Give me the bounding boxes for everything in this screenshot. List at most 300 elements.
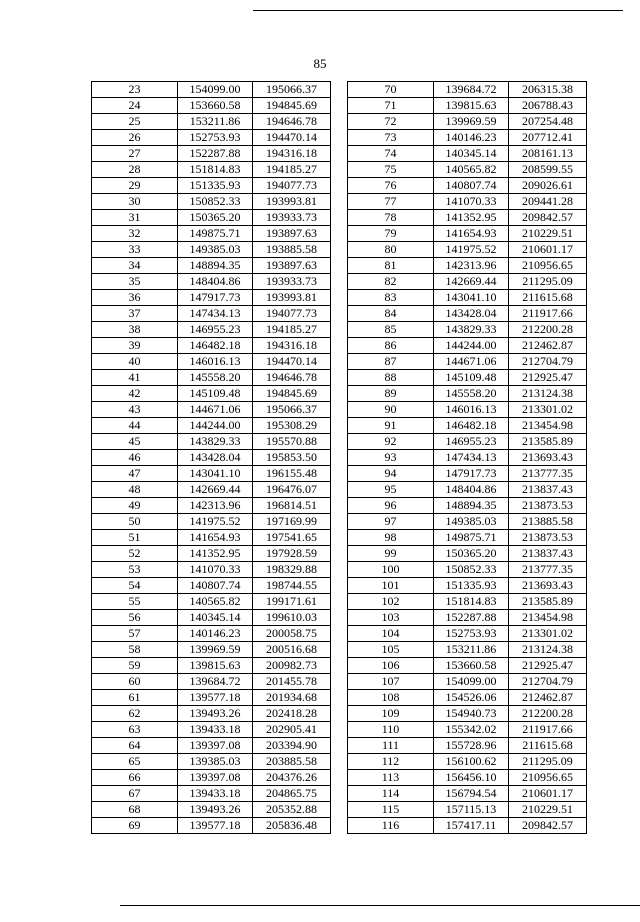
x-coordinate-cell: 154940.73 bbox=[434, 706, 509, 722]
x-coordinate-cell: 141070.33 bbox=[434, 194, 509, 210]
table-row bbox=[92, 370, 331, 386]
y-coordinate-cell: 211615.68 bbox=[509, 290, 587, 306]
table-row bbox=[348, 546, 587, 562]
point-number-cell: 93 bbox=[348, 450, 434, 466]
x-coordinate-cell: 143041.10 bbox=[434, 290, 509, 306]
y-coordinate-cell: 205352.88 bbox=[253, 802, 331, 818]
point-number-cell: 87 bbox=[348, 354, 434, 370]
table-row bbox=[348, 754, 587, 770]
point-number-cell: 47 bbox=[92, 466, 178, 482]
x-coordinate-cell: 139815.63 bbox=[178, 658, 253, 674]
point-number-cell: 32 bbox=[92, 226, 178, 242]
y-coordinate-cell: 213777.35 bbox=[509, 562, 587, 578]
point-number-cell: 104 bbox=[348, 626, 434, 642]
table-row bbox=[348, 290, 587, 306]
y-coordinate-cell: 197169.99 bbox=[253, 514, 331, 530]
table-row bbox=[92, 546, 331, 562]
y-coordinate-cell: 209026.61 bbox=[509, 178, 587, 194]
table-row bbox=[348, 354, 587, 370]
point-number-cell: 34 bbox=[92, 258, 178, 274]
y-coordinate-cell: 194077.73 bbox=[253, 306, 331, 322]
x-coordinate-cell: 147434.13 bbox=[178, 306, 253, 322]
table-row bbox=[348, 738, 587, 754]
point-number-cell: 84 bbox=[348, 306, 434, 322]
x-coordinate-cell: 143428.04 bbox=[434, 306, 509, 322]
point-number-cell: 57 bbox=[92, 626, 178, 642]
point-number-cell: 48 bbox=[92, 482, 178, 498]
x-coordinate-cell: 151814.83 bbox=[434, 594, 509, 610]
table-row bbox=[348, 226, 587, 242]
point-number-cell: 100 bbox=[348, 562, 434, 578]
y-coordinate-cell: 212200.28 bbox=[509, 706, 587, 722]
x-coordinate-cell: 141654.93 bbox=[178, 530, 253, 546]
y-coordinate-cell: 202905.41 bbox=[253, 722, 331, 738]
y-coordinate-cell: 201455.78 bbox=[253, 674, 331, 690]
x-coordinate-cell: 148404.86 bbox=[178, 274, 253, 290]
y-coordinate-cell: 211295.09 bbox=[509, 754, 587, 770]
x-coordinate-cell: 146955.23 bbox=[434, 434, 509, 450]
table-row bbox=[92, 194, 331, 210]
x-coordinate-cell: 139577.18 bbox=[178, 818, 253, 834]
y-coordinate-cell: 193933.73 bbox=[253, 210, 331, 226]
x-coordinate-cell: 141975.52 bbox=[178, 514, 253, 530]
point-number-cell: 49 bbox=[92, 498, 178, 514]
x-coordinate-cell: 154526.06 bbox=[434, 690, 509, 706]
y-coordinate-cell: 213124.38 bbox=[509, 386, 587, 402]
point-number-cell: 71 bbox=[348, 98, 434, 114]
table-row bbox=[92, 242, 331, 258]
x-coordinate-cell: 153660.58 bbox=[178, 98, 253, 114]
table-row bbox=[92, 690, 331, 706]
y-coordinate-cell: 204865.75 bbox=[253, 786, 331, 802]
x-coordinate-cell: 145558.20 bbox=[434, 386, 509, 402]
table-row bbox=[348, 690, 587, 706]
point-number-cell: 82 bbox=[348, 274, 434, 290]
y-coordinate-cell: 211917.66 bbox=[509, 722, 587, 738]
y-coordinate-cell: 193897.63 bbox=[253, 226, 331, 242]
point-number-cell: 43 bbox=[92, 402, 178, 418]
point-number-cell: 103 bbox=[348, 610, 434, 626]
coordinates-table-right bbox=[347, 81, 587, 834]
table-row bbox=[348, 178, 587, 194]
y-coordinate-cell: 194185.27 bbox=[253, 162, 331, 178]
y-coordinate-cell: 193885.58 bbox=[253, 242, 331, 258]
x-coordinate-cell: 139397.08 bbox=[178, 738, 253, 754]
table-row bbox=[92, 498, 331, 514]
table-row bbox=[348, 386, 587, 402]
x-coordinate-cell: 139815.63 bbox=[434, 98, 509, 114]
x-coordinate-cell: 144244.00 bbox=[178, 418, 253, 434]
point-number-cell: 40 bbox=[92, 354, 178, 370]
x-coordinate-cell: 139493.26 bbox=[178, 706, 253, 722]
point-number-cell: 54 bbox=[92, 578, 178, 594]
table-row bbox=[348, 194, 587, 210]
point-number-cell: 92 bbox=[348, 434, 434, 450]
point-number-cell: 91 bbox=[348, 418, 434, 434]
x-coordinate-cell: 139397.08 bbox=[178, 770, 253, 786]
x-coordinate-cell: 148894.35 bbox=[434, 498, 509, 514]
point-number-cell: 46 bbox=[92, 450, 178, 466]
y-coordinate-cell: 213873.53 bbox=[509, 498, 587, 514]
point-number-cell: 112 bbox=[348, 754, 434, 770]
y-coordinate-cell: 193993.81 bbox=[253, 194, 331, 210]
y-coordinate-cell: 211295.09 bbox=[509, 274, 587, 290]
y-coordinate-cell: 213693.43 bbox=[509, 450, 587, 466]
point-number-cell: 56 bbox=[92, 610, 178, 626]
table-row bbox=[92, 338, 331, 354]
point-number-cell: 55 bbox=[92, 594, 178, 610]
y-coordinate-cell: 194077.73 bbox=[253, 178, 331, 194]
x-coordinate-cell: 146016.13 bbox=[434, 402, 509, 418]
y-coordinate-cell: 212462.87 bbox=[509, 690, 587, 706]
point-number-cell: 68 bbox=[92, 802, 178, 818]
y-coordinate-cell: 202418.28 bbox=[253, 706, 331, 722]
y-coordinate-cell: 201934.68 bbox=[253, 690, 331, 706]
point-number-cell: 116 bbox=[348, 818, 434, 834]
x-coordinate-cell: 147917.73 bbox=[434, 466, 509, 482]
y-coordinate-cell: 210229.51 bbox=[509, 802, 587, 818]
table-row bbox=[348, 370, 587, 386]
point-number-cell: 97 bbox=[348, 514, 434, 530]
table-row bbox=[348, 578, 587, 594]
x-coordinate-cell: 145558.20 bbox=[178, 370, 253, 386]
y-coordinate-cell: 194845.69 bbox=[253, 386, 331, 402]
y-coordinate-cell: 194646.78 bbox=[253, 114, 331, 130]
y-coordinate-cell: 196155.48 bbox=[253, 466, 331, 482]
y-coordinate-cell: 195066.37 bbox=[253, 402, 331, 418]
x-coordinate-cell: 152753.93 bbox=[434, 626, 509, 642]
table-row bbox=[348, 514, 587, 530]
table-row bbox=[92, 130, 331, 146]
y-coordinate-cell: 193897.63 bbox=[253, 258, 331, 274]
y-coordinate-cell: 212704.79 bbox=[509, 354, 587, 370]
y-coordinate-cell: 209441.28 bbox=[509, 194, 587, 210]
x-coordinate-cell: 149875.71 bbox=[434, 530, 509, 546]
table-row bbox=[348, 210, 587, 226]
y-coordinate-cell: 200516.68 bbox=[253, 642, 331, 658]
y-coordinate-cell: 213885.58 bbox=[509, 514, 587, 530]
table-row bbox=[92, 402, 331, 418]
point-number-cell: 36 bbox=[92, 290, 178, 306]
point-number-cell: 42 bbox=[92, 386, 178, 402]
y-coordinate-cell: 196814.51 bbox=[253, 498, 331, 514]
x-coordinate-cell: 151814.83 bbox=[178, 162, 253, 178]
table-row bbox=[348, 594, 587, 610]
y-coordinate-cell: 206788.43 bbox=[509, 98, 587, 114]
table-row bbox=[92, 738, 331, 754]
y-coordinate-cell: 213693.43 bbox=[509, 578, 587, 594]
table-row bbox=[92, 354, 331, 370]
x-coordinate-cell: 154099.00 bbox=[178, 82, 253, 98]
x-coordinate-cell: 143041.10 bbox=[178, 466, 253, 482]
table-row bbox=[92, 754, 331, 770]
table-row bbox=[348, 722, 587, 738]
y-coordinate-cell: 196476.07 bbox=[253, 482, 331, 498]
point-number-cell: 28 bbox=[92, 162, 178, 178]
x-coordinate-cell: 140807.74 bbox=[178, 578, 253, 594]
x-coordinate-cell: 146016.13 bbox=[178, 354, 253, 370]
point-number-cell: 63 bbox=[92, 722, 178, 738]
y-coordinate-cell: 213585.89 bbox=[509, 434, 587, 450]
point-number-cell: 108 bbox=[348, 690, 434, 706]
table-row bbox=[348, 818, 587, 834]
y-coordinate-cell: 209842.57 bbox=[509, 210, 587, 226]
y-coordinate-cell: 213837.43 bbox=[509, 546, 587, 562]
point-number-cell: 98 bbox=[348, 530, 434, 546]
point-number-cell: 64 bbox=[92, 738, 178, 754]
table-row bbox=[92, 658, 331, 674]
y-coordinate-cell: 213454.98 bbox=[509, 418, 587, 434]
x-coordinate-cell: 139433.18 bbox=[178, 786, 253, 802]
x-coordinate-cell: 140565.82 bbox=[434, 162, 509, 178]
x-coordinate-cell: 157115.13 bbox=[434, 802, 509, 818]
x-coordinate-cell: 141975.52 bbox=[434, 242, 509, 258]
point-number-cell: 51 bbox=[92, 530, 178, 546]
y-coordinate-cell: 194316.18 bbox=[253, 146, 331, 162]
x-coordinate-cell: 141352.95 bbox=[178, 546, 253, 562]
table-row bbox=[348, 786, 587, 802]
table-row bbox=[348, 658, 587, 674]
point-number-cell: 94 bbox=[348, 466, 434, 482]
x-coordinate-cell: 141654.93 bbox=[434, 226, 509, 242]
table-row bbox=[92, 674, 331, 690]
table-row bbox=[92, 114, 331, 130]
x-coordinate-cell: 149385.03 bbox=[178, 242, 253, 258]
point-number-cell: 70 bbox=[348, 82, 434, 98]
point-number-cell: 105 bbox=[348, 642, 434, 658]
y-coordinate-cell: 195853.50 bbox=[253, 450, 331, 466]
y-coordinate-cell: 210956.65 bbox=[509, 258, 587, 274]
y-coordinate-cell: 195570.88 bbox=[253, 434, 331, 450]
y-coordinate-cell: 199610.03 bbox=[253, 610, 331, 626]
point-number-cell: 31 bbox=[92, 210, 178, 226]
table-row bbox=[348, 306, 587, 322]
table-row bbox=[348, 562, 587, 578]
point-number-cell: 114 bbox=[348, 786, 434, 802]
x-coordinate-cell: 155342.02 bbox=[434, 722, 509, 738]
x-coordinate-cell: 147434.13 bbox=[434, 450, 509, 466]
x-coordinate-cell: 139385.03 bbox=[178, 754, 253, 770]
y-coordinate-cell: 212925.47 bbox=[509, 370, 587, 386]
point-number-cell: 77 bbox=[348, 194, 434, 210]
y-coordinate-cell: 213873.53 bbox=[509, 530, 587, 546]
y-coordinate-cell: 206315.38 bbox=[509, 82, 587, 98]
point-number-cell: 80 bbox=[348, 242, 434, 258]
x-coordinate-cell: 140146.23 bbox=[178, 626, 253, 642]
point-number-cell: 50 bbox=[92, 514, 178, 530]
y-coordinate-cell: 212462.87 bbox=[509, 338, 587, 354]
point-number-cell: 115 bbox=[348, 802, 434, 818]
x-coordinate-cell: 139433.18 bbox=[178, 722, 253, 738]
y-coordinate-cell: 203885.58 bbox=[253, 754, 331, 770]
x-coordinate-cell: 157417.11 bbox=[434, 818, 509, 834]
x-coordinate-cell: 139969.59 bbox=[178, 642, 253, 658]
y-coordinate-cell: 210229.51 bbox=[509, 226, 587, 242]
table-row bbox=[92, 482, 331, 498]
point-number-cell: 96 bbox=[348, 498, 434, 514]
point-number-cell: 74 bbox=[348, 146, 434, 162]
x-coordinate-cell: 141070.33 bbox=[178, 562, 253, 578]
x-coordinate-cell: 142313.96 bbox=[178, 498, 253, 514]
table-row bbox=[92, 306, 331, 322]
y-coordinate-cell: 204376.26 bbox=[253, 770, 331, 786]
point-number-cell: 53 bbox=[92, 562, 178, 578]
x-coordinate-cell: 139493.26 bbox=[178, 802, 253, 818]
point-number-cell: 113 bbox=[348, 770, 434, 786]
x-coordinate-cell: 156456.10 bbox=[434, 770, 509, 786]
table-row bbox=[348, 626, 587, 642]
x-coordinate-cell: 152287.88 bbox=[434, 610, 509, 626]
table-row bbox=[92, 530, 331, 546]
point-number-cell: 58 bbox=[92, 642, 178, 658]
table-row bbox=[92, 290, 331, 306]
table-row bbox=[348, 130, 587, 146]
bottom-rule bbox=[120, 905, 640, 906]
y-coordinate-cell: 194470.14 bbox=[253, 354, 331, 370]
table-row bbox=[348, 434, 587, 450]
point-number-cell: 95 bbox=[348, 482, 434, 498]
table-row bbox=[348, 114, 587, 130]
y-coordinate-cell: 198329.88 bbox=[253, 562, 331, 578]
x-coordinate-cell: 150365.20 bbox=[178, 210, 253, 226]
x-coordinate-cell: 143428.04 bbox=[178, 450, 253, 466]
x-coordinate-cell: 149385.03 bbox=[434, 514, 509, 530]
table-row bbox=[348, 146, 587, 162]
x-coordinate-cell: 140345.14 bbox=[434, 146, 509, 162]
point-number-cell: 60 bbox=[92, 674, 178, 690]
coordinates-table-right-body bbox=[348, 82, 587, 834]
table-row bbox=[348, 274, 587, 290]
table-row bbox=[348, 258, 587, 274]
point-number-cell: 72 bbox=[348, 114, 434, 130]
x-coordinate-cell: 152753.93 bbox=[178, 130, 253, 146]
point-number-cell: 89 bbox=[348, 386, 434, 402]
table-row bbox=[92, 226, 331, 242]
y-coordinate-cell: 203394.90 bbox=[253, 738, 331, 754]
point-number-cell: 107 bbox=[348, 674, 434, 690]
table-row bbox=[92, 562, 331, 578]
x-coordinate-cell: 148404.86 bbox=[434, 482, 509, 498]
point-number-cell: 85 bbox=[348, 322, 434, 338]
table-row bbox=[92, 418, 331, 434]
table-row bbox=[92, 610, 331, 626]
y-coordinate-cell: 213124.38 bbox=[509, 642, 587, 658]
y-coordinate-cell: 210601.17 bbox=[509, 242, 587, 258]
x-coordinate-cell: 153211.86 bbox=[178, 114, 253, 130]
y-coordinate-cell: 211615.68 bbox=[509, 738, 587, 754]
y-coordinate-cell: 211917.66 bbox=[509, 306, 587, 322]
y-coordinate-cell: 194316.18 bbox=[253, 338, 331, 354]
x-coordinate-cell: 140146.23 bbox=[434, 130, 509, 146]
table-row bbox=[92, 98, 331, 114]
y-coordinate-cell: 193933.73 bbox=[253, 274, 331, 290]
x-coordinate-cell: 139684.72 bbox=[178, 674, 253, 690]
x-coordinate-cell: 142313.96 bbox=[434, 258, 509, 274]
y-coordinate-cell: 194185.27 bbox=[253, 322, 331, 338]
x-coordinate-cell: 146482.18 bbox=[178, 338, 253, 354]
point-number-cell: 37 bbox=[92, 306, 178, 322]
x-coordinate-cell: 146955.23 bbox=[178, 322, 253, 338]
point-number-cell: 67 bbox=[92, 786, 178, 802]
y-coordinate-cell: 198744.55 bbox=[253, 578, 331, 594]
x-coordinate-cell: 143829.33 bbox=[178, 434, 253, 450]
x-coordinate-cell: 145109.48 bbox=[434, 370, 509, 386]
table-row bbox=[92, 818, 331, 834]
point-number-cell: 83 bbox=[348, 290, 434, 306]
table-row bbox=[92, 146, 331, 162]
point-number-cell: 24 bbox=[92, 98, 178, 114]
point-number-cell: 52 bbox=[92, 546, 178, 562]
coordinates-table-left bbox=[91, 81, 331, 834]
x-coordinate-cell: 144671.06 bbox=[178, 402, 253, 418]
point-number-cell: 90 bbox=[348, 402, 434, 418]
table-row bbox=[348, 466, 587, 482]
point-number-cell: 23 bbox=[92, 82, 178, 98]
table-row bbox=[348, 402, 587, 418]
coordinates-table-left-body bbox=[92, 82, 331, 834]
x-coordinate-cell: 150852.33 bbox=[434, 562, 509, 578]
top-rule bbox=[253, 10, 623, 11]
y-coordinate-cell: 208599.55 bbox=[509, 162, 587, 178]
point-number-cell: 88 bbox=[348, 370, 434, 386]
point-number-cell: 25 bbox=[92, 114, 178, 130]
table-row bbox=[348, 418, 587, 434]
x-coordinate-cell: 139577.18 bbox=[178, 690, 253, 706]
table-row bbox=[348, 162, 587, 178]
x-coordinate-cell: 150852.33 bbox=[178, 194, 253, 210]
table-row bbox=[348, 802, 587, 818]
point-number-cell: 38 bbox=[92, 322, 178, 338]
y-coordinate-cell: 194470.14 bbox=[253, 130, 331, 146]
table-row bbox=[348, 82, 587, 98]
point-number-cell: 27 bbox=[92, 146, 178, 162]
y-coordinate-cell: 209842.57 bbox=[509, 818, 587, 834]
table-row bbox=[92, 578, 331, 594]
table-row bbox=[92, 162, 331, 178]
table-row bbox=[348, 770, 587, 786]
table-row bbox=[348, 450, 587, 466]
x-coordinate-cell: 152287.88 bbox=[178, 146, 253, 162]
x-coordinate-cell: 140565.82 bbox=[178, 594, 253, 610]
y-coordinate-cell: 197928.59 bbox=[253, 546, 331, 562]
y-coordinate-cell: 212704.79 bbox=[509, 674, 587, 690]
x-coordinate-cell: 147917.73 bbox=[178, 290, 253, 306]
table-row bbox=[348, 482, 587, 498]
table-row bbox=[92, 770, 331, 786]
y-coordinate-cell: 213454.98 bbox=[509, 610, 587, 626]
x-coordinate-cell: 139969.59 bbox=[434, 114, 509, 130]
y-coordinate-cell: 213301.02 bbox=[509, 626, 587, 642]
y-coordinate-cell: 205836.48 bbox=[253, 818, 331, 834]
x-coordinate-cell: 148894.35 bbox=[178, 258, 253, 274]
table-row bbox=[92, 786, 331, 802]
x-coordinate-cell: 153211.86 bbox=[434, 642, 509, 658]
y-coordinate-cell: 208161.13 bbox=[509, 146, 587, 162]
table-row bbox=[92, 322, 331, 338]
x-coordinate-cell: 150365.20 bbox=[434, 546, 509, 562]
x-coordinate-cell: 144244.00 bbox=[434, 338, 509, 354]
point-number-cell: 109 bbox=[348, 706, 434, 722]
x-coordinate-cell: 143829.33 bbox=[434, 322, 509, 338]
y-coordinate-cell: 207712.41 bbox=[509, 130, 587, 146]
table-row bbox=[92, 594, 331, 610]
table-row bbox=[92, 466, 331, 482]
x-coordinate-cell: 145109.48 bbox=[178, 386, 253, 402]
point-number-cell: 81 bbox=[348, 258, 434, 274]
table-row bbox=[92, 258, 331, 274]
y-coordinate-cell: 210956.65 bbox=[509, 770, 587, 786]
point-number-cell: 75 bbox=[348, 162, 434, 178]
